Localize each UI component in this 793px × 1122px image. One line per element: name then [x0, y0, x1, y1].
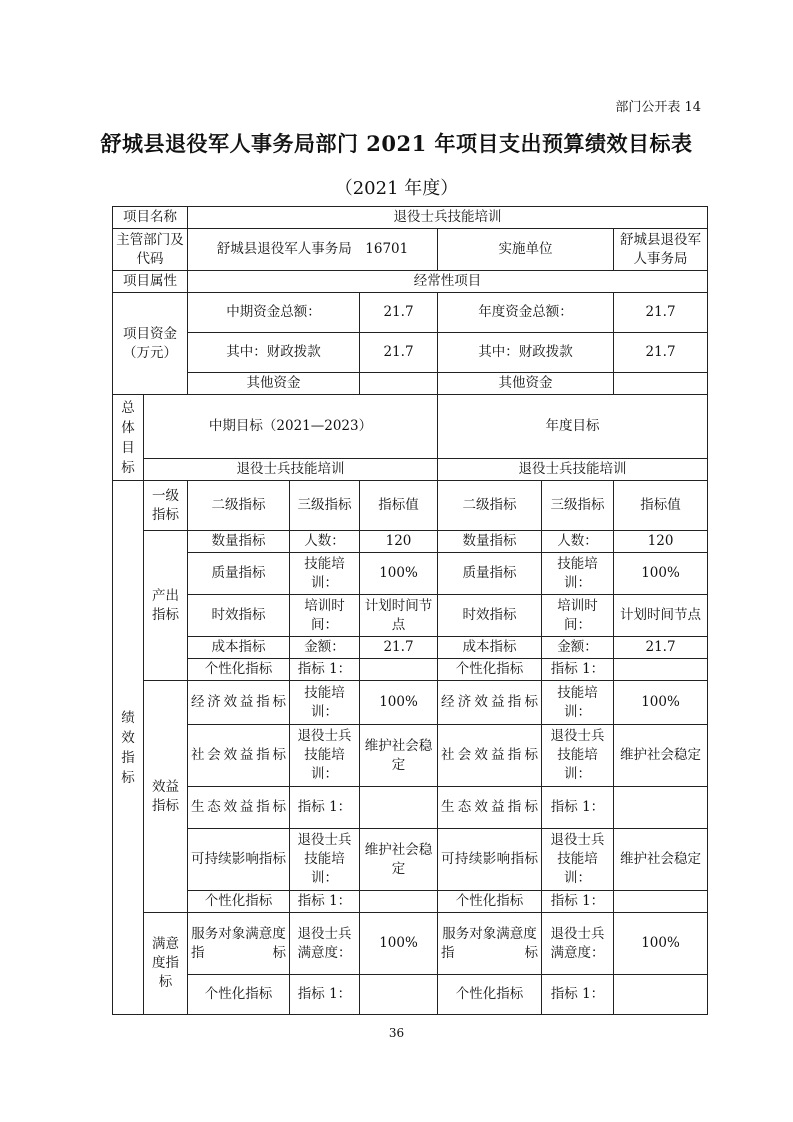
value-mid: 维护社会稳定	[360, 829, 438, 891]
level3-year: 指标 1：	[542, 891, 614, 913]
mid-total-label: 中期资金总额：	[188, 293, 360, 333]
level2-mid: 生态效益指标	[188, 787, 290, 829]
level3-year: 指标 1：	[542, 975, 614, 1015]
level2-year: 个性化指标	[438, 975, 542, 1015]
page-subtitle: （2021 年度）	[334, 178, 459, 199]
impl-label: 实施单位	[438, 229, 614, 271]
year-goal-header: 年度目标	[438, 395, 708, 459]
value-mid	[360, 891, 438, 913]
output-category: 产出指标	[144, 531, 188, 681]
level3-mid: 指标 1：	[290, 975, 360, 1015]
year-goal-text: 退役士兵技能培训	[438, 459, 708, 481]
level3-mid: 指标 1：	[290, 659, 360, 681]
level3-mid: 指标 1：	[290, 787, 360, 829]
year-other-value	[614, 373, 708, 395]
level2-mid: 可持续影响指标	[188, 829, 290, 891]
level2-year: 个性化指标	[438, 891, 542, 913]
level2-mid: 社会效益指标	[188, 725, 290, 787]
year-fiscal-value: 21.7	[614, 333, 708, 373]
value-year: 计划时间节点	[614, 595, 708, 637]
level3-year: 退役士兵满意度：	[542, 913, 614, 975]
level2-year: 质量指标	[438, 553, 542, 595]
table-row	[113, 637, 708, 659]
level2-mid: 成本指标	[188, 637, 290, 659]
level3-mid: 金额：	[290, 637, 360, 659]
level3-year: 技能培训：	[542, 553, 614, 595]
table-number: 部门公开表 14	[615, 100, 701, 115]
level3-year: 培训时间：	[542, 595, 614, 637]
goals-label: 总体目标	[121, 399, 135, 476]
project-name-value: 退役士兵技能培训	[188, 207, 708, 229]
level3-year: 指标 1：	[542, 787, 614, 829]
page-title: 舒城县退役军人事务局部门 2021 年项目支出预算绩效目标表	[100, 131, 693, 156]
perf-label-cell	[113, 481, 144, 1015]
impl-value: 舒城县退役军人事务局	[614, 229, 708, 271]
table-row	[113, 553, 708, 595]
table-row	[113, 891, 708, 913]
value-year	[614, 975, 708, 1015]
level2-header-year: 二级指标	[438, 481, 542, 531]
table-row	[113, 595, 708, 637]
table-row	[113, 975, 708, 1015]
level2-year: 个性化指标	[438, 659, 542, 681]
level2-mid: 质量指标	[188, 553, 290, 595]
value-year: 100%	[614, 553, 708, 595]
level2-year: 成本指标	[438, 637, 542, 659]
level3-header-year: 三级指标	[542, 481, 614, 531]
value-year	[614, 659, 708, 681]
level3-year: 人数：	[542, 531, 614, 553]
value-header-year: 指标值	[614, 481, 708, 531]
level3-mid: 人数：	[290, 531, 360, 553]
level3-mid: 退役士兵技能培训：	[290, 829, 360, 891]
value-year: 100%	[614, 913, 708, 975]
value-mid	[360, 659, 438, 681]
level3-mid: 退役士兵技能培训：	[290, 725, 360, 787]
level2-mid: 数量指标	[188, 531, 290, 553]
year-fiscal-label: 其中：财政拨款	[438, 333, 614, 373]
table-row	[113, 531, 708, 553]
value-mid	[360, 787, 438, 829]
table-row	[113, 659, 708, 681]
level2-year: 生态效益指标	[438, 787, 542, 829]
mid-fiscal-label: 其中：财政拨款	[188, 333, 360, 373]
value-mid: 维护社会稳定	[360, 725, 438, 787]
level2-header-mid: 二级指标	[188, 481, 290, 531]
performance-table	[112, 206, 708, 1015]
value-year: 维护社会稳定	[614, 829, 708, 891]
level2-year: 时效指标	[438, 595, 542, 637]
level3-year: 退役士兵技能培训：	[542, 725, 614, 787]
value-mid: 100%	[360, 913, 438, 975]
value-year: 100%	[614, 681, 708, 725]
level3-mid: 技能培训：	[290, 681, 360, 725]
level2-mid: 服务对象满意度指标	[188, 913, 290, 975]
level2-year: 社会效益指标	[438, 725, 542, 787]
year-total-label: 年度资金总额：	[438, 293, 614, 333]
table-row	[113, 787, 708, 829]
value-mid: 100%	[360, 681, 438, 725]
perf-label: 绩效指标	[121, 709, 135, 786]
level3-year: 退役士兵技能培训：	[542, 829, 614, 891]
level2-mid: 经济效益指标	[188, 681, 290, 725]
level3-year: 指标 1：	[542, 659, 614, 681]
table-row	[113, 681, 708, 725]
attr-value: 经常性项目	[188, 271, 708, 293]
table-row	[113, 725, 708, 787]
value-year: 21.7	[614, 637, 708, 659]
value-mid: 100%	[360, 553, 438, 595]
funds-label: 项目资金（万元）	[113, 293, 188, 395]
level3-mid: 指标 1：	[290, 891, 360, 913]
satisfaction-category: 满意度指标	[144, 913, 188, 1015]
attr-label: 项目属性	[113, 271, 188, 293]
mid-fiscal-value: 21.7	[360, 333, 438, 373]
value-year	[614, 891, 708, 913]
level3-header-mid: 三级指标	[290, 481, 360, 531]
dept-value: 舒城县退役军人事务局 16701	[188, 229, 438, 271]
level2-year: 服务对象满意度指标	[438, 913, 542, 975]
goals-label-cell	[113, 395, 144, 481]
level2-mid: 个性化指标	[188, 659, 290, 681]
page-number: 36	[388, 1026, 405, 1040]
value-mid: 21.7	[360, 637, 438, 659]
level3-mid: 培训时间：	[290, 595, 360, 637]
value-mid: 计划时间节点	[360, 595, 438, 637]
level1-header: 一级指标	[144, 481, 188, 531]
level3-mid: 退役士兵满意度：	[290, 913, 360, 975]
value-mid: 120	[360, 531, 438, 553]
project-name-label: 项目名称	[113, 207, 188, 229]
year-other-label: 其他资金	[438, 373, 614, 395]
value-header-mid: 指标值	[360, 481, 438, 531]
level2-mid: 时效指标	[188, 595, 290, 637]
level3-mid: 技能培训：	[290, 553, 360, 595]
value-year: 维护社会稳定	[614, 725, 708, 787]
value-year	[614, 787, 708, 829]
benefit-category: 效益指标	[144, 681, 188, 913]
dept-label: 主管部门及代码	[113, 229, 188, 271]
mid-total-value: 21.7	[360, 293, 438, 333]
mid-other-label: 其他资金	[188, 373, 360, 395]
level2-year: 经济效益指标	[438, 681, 542, 725]
level2-year: 数量指标	[438, 531, 542, 553]
level3-year: 金额：	[542, 637, 614, 659]
mid-other-value	[360, 373, 438, 395]
value-mid	[360, 975, 438, 1015]
mid-goal-header: 中期目标（2021—2023）	[144, 395, 438, 459]
year-total-value: 21.7	[614, 293, 708, 333]
level2-mid: 个性化指标	[188, 891, 290, 913]
value-year: 120	[614, 531, 708, 553]
mid-goal-text: 退役士兵技能培训	[144, 459, 438, 481]
table-row	[113, 913, 708, 975]
table-row	[113, 829, 708, 891]
level2-mid: 个性化指标	[188, 975, 290, 1015]
level2-year: 可持续影响指标	[438, 829, 542, 891]
level3-year: 技能培训：	[542, 681, 614, 725]
